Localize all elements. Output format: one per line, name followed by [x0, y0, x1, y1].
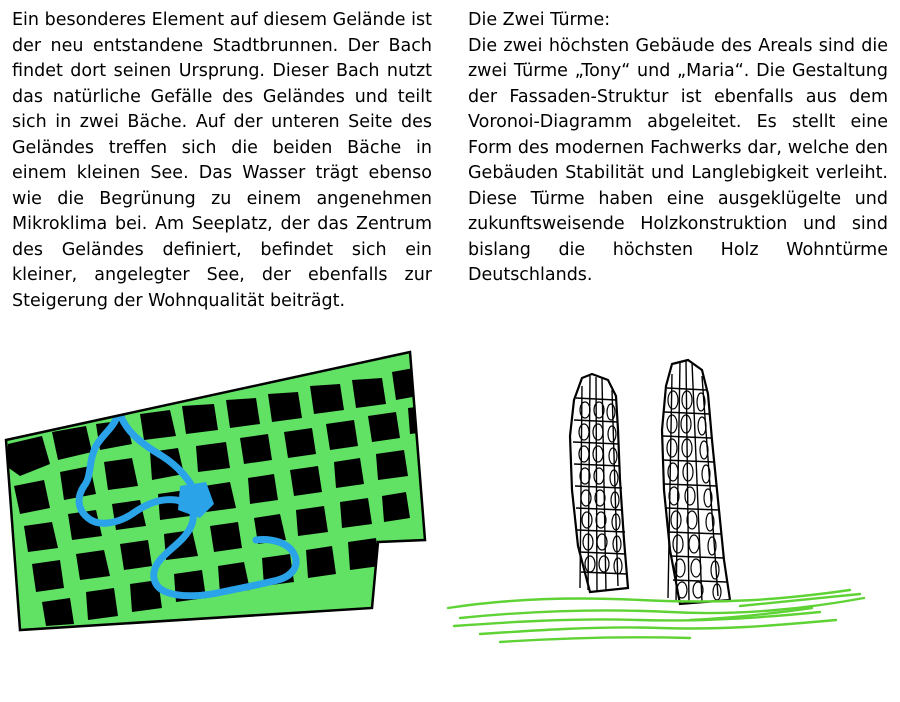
voronoi-site-plan-svg — [0, 340, 440, 650]
figure-voronoi-site-plan — [0, 340, 440, 650]
section-heading-two-towers: Die Zwei Türme: — [468, 10, 611, 30]
site-plan-cells — [0, 340, 440, 650]
right-text-column — [468, 8, 888, 289]
paragraph-site-water: Ein besonderes Element auf diesem Gelände ist der neu entstandene Stadtbrunnen. Der Bach findet dort seinen Ursprung. Dieser Bach nutzt das natürliche Gefälle des Geländes und teilt sich in zwei Bäche. Auf der unteren Seite des Geländes treffen sich die beiden Bäche in einem kleinen See. Das Wasser trägt ebenso wie die Begrünung zu einem angenehmen Mikroklima bei. Am Seeplatz, der das Zentrum des Geländes definiert, befindet sich ein kleiner, angelegter See, der ebenfalls zur Steigerung der Wohnqualität beiträgt. — [12, 10, 432, 311]
paragraph-two-towers: Die zwei höchsten Gebäude des Areals sind die zwei Türme „Tony“ und „Maria“. Die Gestaltung der Fassaden-Struktur ist ebenfalls aus dem Voronoi-Diagramm abgeleitet. Es stellt eine Form des modernen Fachwerks dar, welche den Gebäuden Stabilität und Langlebigkeit verleiht. Diese Türme haben eine ausgeklügelte und zukunftsweisende Holzkonstruktion und sind bislang die höchsten Holz Wohntürme Deutschlands. — [468, 35, 888, 285]
grass-strokes — [448, 590, 864, 642]
figure-two-towers — [440, 350, 900, 650]
tower-tony — [570, 374, 628, 592]
left-text-column — [12, 8, 432, 314]
two-towers-svg — [440, 350, 900, 650]
tower-maria — [662, 360, 730, 604]
